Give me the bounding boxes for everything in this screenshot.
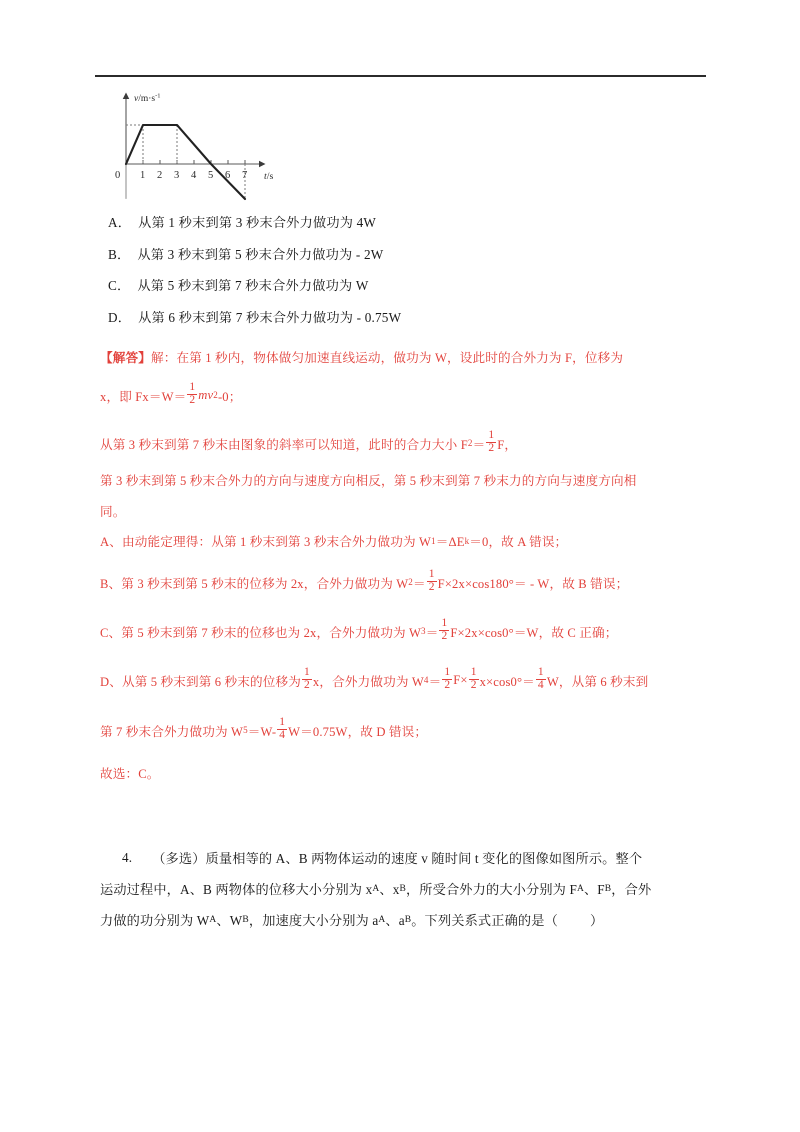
solution-option-d-f: W，从第 6 秒末到 [546, 674, 649, 689]
fraction-denominator: 4 [537, 679, 544, 691]
solution-option-b-c: F×2x×cos180°＝ - W，故 B 错误； [437, 576, 629, 591]
question-4-line-2 [100, 873, 714, 904]
question-4-text-3a: 力做的功分别为 W [100, 913, 210, 928]
subscript-a: A [209, 914, 217, 925]
solution-line-3-c: F， [497, 437, 518, 452]
fraction-numerator: 1 [488, 429, 495, 442]
solution-label: 【解答】 [100, 351, 151, 365]
solution-line-5: 同。 [100, 505, 126, 519]
option-a-letter: A． [108, 215, 132, 231]
question-body [100, 212, 712, 793]
solution-option-c [100, 613, 712, 649]
fraction-one-half [486, 430, 496, 455]
fraction-denominator: 2 [441, 630, 448, 642]
solution-line-1 [100, 346, 712, 367]
fraction-one-half [439, 618, 449, 643]
question-4-text-2c: ，所受合外力的大小分别为 F [405, 882, 577, 897]
solution-option-a-sub: 1 [431, 535, 436, 546]
fraction-numerator: 1 [279, 716, 286, 729]
solution-option-b-b: ＝ [412, 576, 426, 591]
solution-line-3-a: 从第 3 秒末到第 7 秒末由图象的斜率可以知道，此时的合力大小 F [100, 437, 468, 452]
svg-text:2: 2 [157, 170, 163, 181]
fraction-numerator: 1 [470, 666, 477, 679]
solution-option-d-sub: 4 [423, 675, 429, 685]
option-d-text: 从第 6 秒末到第 7 秒末合外力做功为 - 0.75W [138, 309, 402, 325]
solution-line-4: 第 3 秒末到第 5 秒末合外力的方向与速度方向相反，第 5 秒末到第 7 秒末力的方向与速度方向相 [100, 474, 637, 488]
subscript-a: A [576, 883, 584, 894]
velocity-time-graph [112, 86, 362, 201]
question-4-line-1 [100, 842, 714, 873]
solution-option-d-e: x×cos0°＝ [479, 674, 535, 689]
solution-option-a [100, 530, 712, 551]
solution-option-d-c: ＝ [428, 674, 442, 689]
question-4-text-3f: ） [589, 913, 604, 928]
solution-option-d-cont [100, 712, 712, 748]
solution-option-b-sub: 2 [408, 577, 413, 587]
solution-line-1-text: 解：在第 1 秒内，物体做匀加速直线运动，做功为 W，设此时的合外力为 F，位移为 [150, 351, 624, 365]
subscript-b: B [604, 883, 612, 894]
solution-line-2-a: x，即 Fx＝W＝ [100, 389, 187, 404]
option-b-letter: B． [108, 246, 131, 262]
solution-line-3-b: ＝ [472, 437, 486, 452]
solution-option-a-c: ＝0，故 A 错误； [469, 535, 568, 549]
solution-line-2 [100, 377, 712, 413]
svg-text:5: 5 [208, 170, 214, 181]
fraction-denominator: 2 [488, 442, 495, 454]
svg-text:4: 4 [191, 170, 197, 181]
question-4-text-3b: 、W [216, 913, 243, 928]
svg-text:0: 0 [115, 170, 121, 181]
solution-option-d-d: F× [453, 672, 468, 687]
subscript-a: A [378, 914, 386, 925]
option-d-letter: D． [108, 309, 132, 325]
solution-option-a-sub2: k [464, 535, 470, 546]
fraction-numerator: 1 [537, 666, 544, 679]
fraction-denominator: 2 [444, 679, 451, 691]
solution-line-2-c: v [207, 387, 214, 402]
option-a-text: 从第 1 秒末到第 3 秒末合外力做功为 4W [138, 215, 377, 231]
solution-line-3 [100, 425, 712, 461]
question-4-text-3e: 。下列关系式正确的是（ [411, 913, 558, 928]
subscript-b: B [399, 883, 406, 894]
fraction-one-half [442, 667, 452, 692]
fraction-denominator: 2 [470, 679, 477, 691]
question-4 [100, 842, 714, 935]
question-4-number: 4. [122, 849, 133, 865]
option-d [108, 307, 712, 329]
svg-text:6: 6 [225, 170, 231, 181]
solution-option-a-a: A、由动能定理得：从第 1 秒末到第 3 秒末合外力做功为 W [100, 535, 432, 549]
solution-line-2-sup: 2 [213, 390, 218, 400]
solution-option-d-a: D、从第 5 秒末到第 6 秒末的位移为 [100, 674, 302, 689]
fraction-denominator: 2 [189, 394, 196, 406]
svg-text:v/m·s-1: $v/m\cdot s^{-1}$ [134, 92, 161, 104]
option-b [108, 244, 712, 266]
svg-text:1: 1 [140, 170, 146, 181]
subscript-a: A [372, 883, 380, 894]
fraction-numerator: 1 [441, 617, 448, 630]
solution-option-e-a: 第 7 秒末合外力做功为 W [100, 724, 244, 739]
question-4-text-2a: 运动过程中，A、B 两物体的位移大小分别为 x [100, 882, 373, 897]
solution-option-d-b: x，合外力做功为 W [312, 674, 424, 689]
svg-text:t/s: t/s [264, 171, 274, 182]
fraction-denominator: 4 [279, 729, 286, 741]
solution-answer: 故选：C。 [100, 767, 160, 781]
solution-option-e-c: W＝0.75W，故 D 错误； [288, 724, 428, 739]
fraction-denominator: 2 [304, 679, 310, 691]
fraction-numerator: 1 [304, 666, 310, 679]
solution-option-d [100, 662, 712, 698]
fraction-numerator: 1 [428, 568, 435, 581]
question-4-text-2d: 、F [583, 882, 605, 897]
svg-text:7: 7 [242, 170, 248, 181]
fraction-numerator: 1 [189, 381, 196, 394]
solution-option-e-b: ＝W- [247, 724, 277, 739]
fraction-one-quarter [536, 667, 546, 692]
subscript-b: B [404, 914, 412, 925]
svg-text:3: 3 [174, 170, 180, 181]
solution-option-a-b: ＝ΔE [435, 535, 465, 549]
option-c [108, 275, 712, 297]
option-c-text: 从第 5 秒末到第 7 秒末合外力做功为 W [137, 278, 369, 294]
question-4-text-3c: ，加速度大小分别为 a [248, 913, 379, 928]
subscript-b: B [242, 914, 249, 925]
solution-option-c-b: ＝ [425, 625, 439, 640]
question-4-text-2e: ，合外 [611, 882, 652, 897]
solution-option-b-a: B、第 3 秒末到第 5 秒末的位移为 2x，合外力做功为 W [100, 576, 409, 591]
option-b-text: 从第 3 秒末到第 5 秒末合外力做功为 - 2W [137, 246, 384, 262]
fraction-one-half [302, 667, 312, 692]
fraction-one-half [187, 382, 197, 407]
solution-line-3-sub: 2 [467, 438, 473, 448]
solution-line-2-d: -0； [217, 389, 242, 404]
fraction-one-quarter [277, 717, 287, 742]
question-4-text-3d: 、a [385, 913, 405, 928]
solution-option-c-sub: 3 [421, 626, 426, 636]
fraction-denominator: 2 [428, 581, 435, 593]
question-4-text-2b: 、x [379, 882, 400, 897]
fraction-one-half [427, 569, 437, 594]
fraction-numerator: 1 [444, 666, 451, 679]
solution-option-e-sub: 5 [243, 725, 248, 735]
question-4-line-3 [100, 904, 714, 935]
solution-option-c-c: F×2x×cos0°＝W，故 C 正确； [450, 625, 618, 640]
solution-line-2-b: m [198, 387, 208, 402]
question-4-text-1: （多选）质量相等的 A、B 两物体运动的速度 v 随时间 t 变化的图像如图所示。整个 [152, 851, 643, 866]
solution-option-b [100, 564, 712, 600]
header-divider [95, 75, 706, 77]
option-c-letter: C． [108, 278, 131, 294]
fraction-one-half [469, 667, 479, 692]
solution-option-c-a: C、第 5 秒末到第 7 秒末的位移也为 2x，合外力做功为 W [100, 625, 422, 640]
option-a [108, 212, 712, 234]
